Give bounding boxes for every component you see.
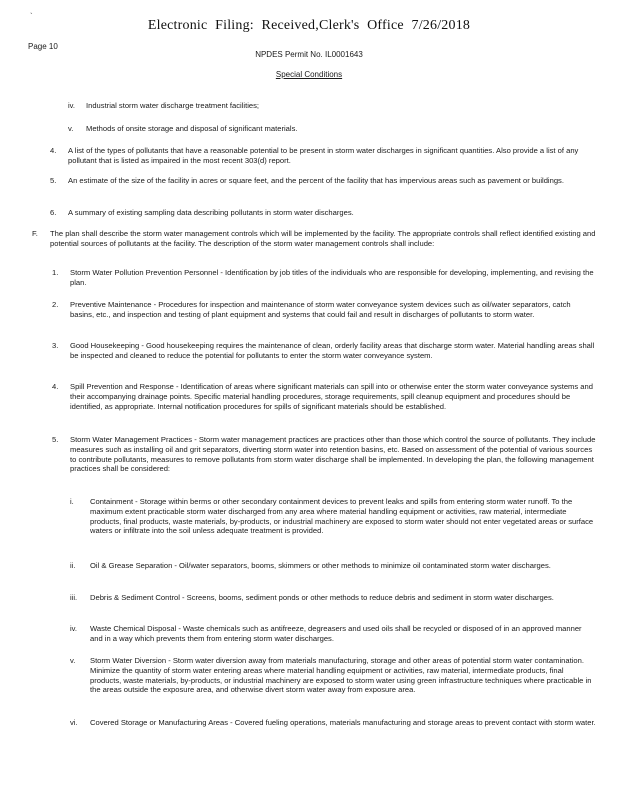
sub-item-marker: i.	[70, 497, 74, 506]
sub-item-marker: vi.	[70, 718, 78, 727]
sub-item-text: Storm Water Diversion - Storm water diversion away from materials manufacturing, storage and other areas of potential storm water contamination. Minimize the quantity of storm water entering areas where material handling equipment or activities, raw material, intermediate products, final products, waste materials, by-products, or industrial machinery are exposed to storm water using green infrastructure techniques where practicable in the areas outside the exposure area, and otherwise divert storm water away from exposure area.	[90, 656, 592, 695]
list-item-text: Storm Water Pollution Prevention Personnel - Identification by job titles of the individuals who are responsible for developing, implementing, and revising the plan.	[70, 268, 594, 287]
section-text: The plan shall describe the storm water management controls which will be implemented by the facility. The appropriate controls shall reflect identified existing and potential sources of pollutants at the facility. The description of the storm water management controls shall include:	[50, 229, 596, 248]
section-marker: F.	[32, 229, 38, 238]
page-number: Page 10	[28, 42, 58, 51]
section-title: Special Conditions	[275, 70, 343, 79]
permit-number: NPDES Permit No. IL0001643	[255, 50, 363, 59]
sub-item-marker: v.	[70, 656, 76, 665]
sub-item-text: Containment - Storage within berms or other secondary containment devices to prevent leaks and spills from entering storm water runoff. To the maximum extent practicable storm water discharged from any area where material handling equipment or activities, raw material, intermediate products, final products, waste materials, by-products, or industrial machinery are exposed to storm water should not enter vegetated areas or surface waters or infiltrate into the soil unless adequate treatment is provided.	[90, 497, 594, 536]
scan-mark: `	[30, 12, 33, 21]
list-item-text: Spill Prevention and Response - Identification of areas where significant materials can spill into or otherwise enter the storm water conveyance systems and their accompanying drainage points. Specific material handling procedures, storage requirements, spill cleanup equipment and procedures should be identified, as appropriate. Internal notification procedures for spills of significant materials should be established.	[70, 382, 593, 411]
list-item-text: Preventive Maintenance - Procedures for inspection and maintenance of storm water conveyance system devices such as oil/water separators, catch basins, etc., and inspection and testing of plant equipment and systems that could fail and result in discharges of pollutants to storm water.	[70, 300, 571, 319]
list-item-text: Methods of onsite storage and disposal of significant materials.	[86, 124, 298, 133]
list-item-text: A summary of existing sampling data describing pollutants in storm water discharges.	[68, 208, 354, 217]
item-marker: 5.	[50, 176, 57, 185]
filing-stamp: Electronic Filing: Received,Clerk's Office 7/26/2018	[147, 18, 471, 33]
list-item-text: Industrial storm water discharge treatment facilities;	[86, 101, 260, 110]
list-item-text: Good Housekeeping - Good housekeeping requires the maintenance of clean, orderly facility areas that discharge storm water. Material handling areas shall be inspected and cleaned to reduce the potential for pollutants to enter the storm water conveyance system.	[70, 341, 595, 360]
item-marker: iv.	[68, 101, 76, 110]
sub-item-marker: iv.	[70, 624, 78, 633]
item-marker: 5.	[52, 435, 59, 444]
sub-item-text: Debris & Sediment Control - Screens, booms, sediment ponds or other methods to reduce debris and sediment in storm water discharges.	[90, 593, 554, 602]
item-marker: 3.	[52, 341, 59, 350]
item-marker: v.	[68, 124, 74, 133]
list-item-text: Storm Water Management Practices - Storm water management practices are practices other than those which control the source of pollutants. They include measures such as installing oil and grit separators, diverting storm water into retention basins, etc. Based on assessment of the potential of various sources to contribute pollutants, measures to remove pollutants from storm water discharge shall be implemented. In developing the plan, the following management practices shall be considered:	[70, 435, 596, 474]
sub-item-text: Oil & Grease Separation - Oil/water separators, booms, skimmers or other methods to minimize oil contaminated storm water discharges.	[90, 561, 551, 570]
list-item-text: An estimate of the size of the facility in acres or square feet, and the percent of the facility that has impervious areas such as pavement or buildings.	[68, 176, 564, 185]
sub-item-marker: iii.	[70, 593, 78, 602]
item-marker: 4.	[52, 382, 59, 391]
sub-item-text: Waste Chemical Disposal - Waste chemicals such as antifreeze, degreasers and used oils shall be recycled or disposed of in an approved manner and in a way which prevents them from entering storm water discharges.	[90, 624, 582, 643]
sub-item-text: Covered Storage or Manufacturing Areas - Covered fueling operations, materials manufacturing and storage areas to prevent contact with storm water.	[90, 718, 596, 727]
item-marker: 1.	[52, 268, 59, 277]
list-item-text: A list of the types of pollutants that have a reasonable potential to be present in storm water discharges in significant quantities. Also provide a list of any pollutant that is listed as impaired in the most recent 303(d) report.	[68, 146, 579, 165]
item-marker: 4.	[50, 146, 57, 155]
sub-item-marker: ii.	[70, 561, 76, 570]
item-marker: 2.	[52, 300, 59, 309]
item-marker: 6.	[50, 208, 57, 217]
